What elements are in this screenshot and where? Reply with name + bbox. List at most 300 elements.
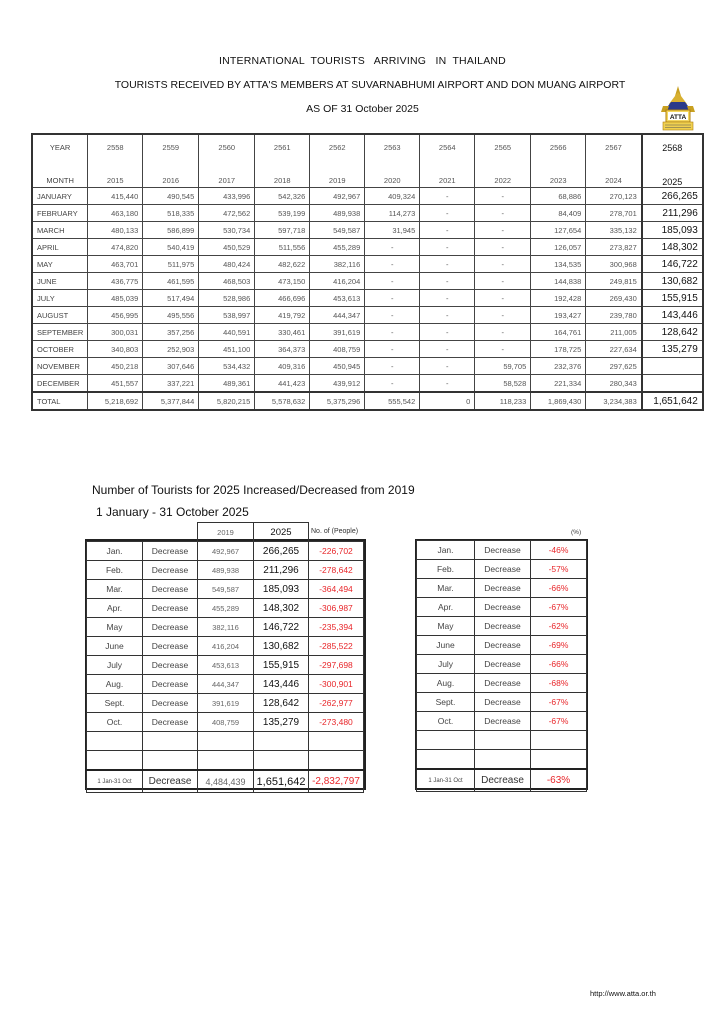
value-cell: 440,591	[199, 324, 255, 341]
trend-cell: Decrease	[143, 542, 198, 561]
trend-cell: Decrease	[475, 579, 531, 598]
month-cell: Apr.	[417, 598, 475, 617]
value-cell: 468,503	[199, 273, 255, 290]
total-value-cell: 5,820,215	[199, 392, 255, 410]
value-cell: 127,654	[531, 222, 586, 239]
year-ce: 2016	[162, 176, 180, 185]
total-value-cell: 5,377,844	[143, 392, 199, 410]
table-row	[32, 222, 703, 239]
trend-cell: Decrease	[143, 675, 198, 694]
percent-row	[417, 541, 587, 560]
year-ce: 2020	[383, 176, 401, 185]
value-cell: 453,613	[310, 290, 365, 307]
table-row	[32, 256, 703, 273]
total-value-cell: 5,375,296	[310, 392, 365, 410]
trend-cell: Decrease	[143, 580, 198, 599]
trend-cell: Decrease	[143, 656, 198, 675]
value-2025-cell: 148,302	[254, 599, 309, 618]
percent-cell: -62%	[531, 617, 587, 636]
value-cell: -	[420, 239, 475, 256]
year-be: 2562	[328, 143, 346, 152]
value-cell: 148,302	[642, 239, 703, 256]
month-cell: May	[417, 617, 475, 636]
value-cell: 357,256	[143, 324, 199, 341]
value-cell: 335,132	[586, 222, 642, 239]
value-cell: 474,820	[88, 239, 143, 256]
value-cell: 419,792	[255, 307, 310, 324]
year-be: 2567	[605, 143, 622, 152]
value-cell: 538,997	[199, 307, 255, 324]
svg-text:ATTA: ATTA	[669, 114, 687, 121]
report-date: AS OF 31 October 2025	[306, 103, 419, 115]
year-ce: 2023	[549, 176, 567, 185]
table-row	[32, 188, 703, 205]
value-cell: 463,180	[88, 205, 143, 222]
comparison-total-row	[87, 770, 364, 793]
value-2025-cell: 143,446	[254, 675, 309, 694]
trend-cell: Decrease	[143, 561, 198, 580]
total-label: TOTAL	[32, 392, 88, 410]
month-cell: June	[417, 636, 475, 655]
value-2025-cell	[254, 751, 309, 771]
monthly-arrivals-table	[31, 133, 704, 411]
trend-cell: Decrease	[143, 770, 198, 793]
col-2019-header: 2019	[198, 523, 254, 542]
difference-cell	[309, 732, 364, 751]
month-cell: Apr.	[87, 599, 143, 618]
value-2019-cell	[198, 732, 254, 751]
percent-cell: -46%	[531, 541, 587, 560]
year-ce: 2024	[605, 176, 622, 185]
year-header-cell	[642, 134, 703, 188]
total-value-cell: 5,578,632	[255, 392, 310, 410]
table-row	[32, 205, 703, 222]
value-cell: -	[365, 290, 420, 307]
value-cell: 278,701	[586, 205, 642, 222]
value-cell: 490,545	[143, 188, 199, 205]
month-cell	[87, 751, 143, 771]
month-cell	[87, 732, 143, 751]
comparison-row	[87, 637, 364, 656]
value-cell: 482,622	[255, 256, 310, 273]
comparison-row	[87, 618, 364, 637]
value-cell: 211,296	[642, 205, 703, 222]
year-be: 2559	[162, 143, 180, 152]
value-cell: 143,446	[642, 307, 703, 324]
value-cell: 84,409	[531, 205, 586, 222]
value-cell: 128,642	[642, 324, 703, 341]
year-ce: 2019	[328, 176, 346, 185]
month-cell	[417, 731, 475, 750]
atta-logo	[653, 84, 703, 134]
table-row	[32, 239, 703, 256]
value-cell: -	[475, 273, 531, 290]
table-row	[32, 324, 703, 341]
trend-cell: Decrease	[475, 541, 531, 560]
value-cell: 480,133	[88, 222, 143, 239]
month-cell: July	[87, 656, 143, 675]
corner-header	[32, 134, 88, 188]
difference-cell: -235,394	[309, 618, 364, 637]
value-cell: 408,759	[310, 341, 365, 358]
value-cell: 450,945	[310, 358, 365, 375]
month-cell: Oct.	[417, 712, 475, 731]
value-cell: 597,718	[255, 222, 310, 239]
year-header-cell	[531, 134, 586, 188]
value-cell: -	[365, 324, 420, 341]
percent-row	[417, 560, 587, 579]
value-cell: -	[420, 341, 475, 358]
value-2019-cell: 453,613	[198, 656, 254, 675]
year-ce: 2022	[494, 176, 512, 185]
percent-row	[417, 674, 587, 693]
percent-cell: -68%	[531, 674, 587, 693]
value-cell: 517,494	[143, 290, 199, 307]
month-cell: Jan.	[87, 542, 143, 561]
difference-cell: -226,702	[309, 542, 364, 561]
year-ce: 2025	[662, 177, 683, 187]
trend-cell: Decrease	[475, 617, 531, 636]
month-cell: May	[87, 618, 143, 637]
year-header-cell	[88, 134, 143, 188]
month-cell	[417, 750, 475, 770]
value-cell: 466,696	[255, 290, 310, 307]
year-header-row	[32, 134, 703, 188]
trend-cell: Decrease	[475, 636, 531, 655]
value-cell: 144,838	[531, 273, 586, 290]
comparison-row	[87, 751, 364, 771]
value-cell: 539,199	[255, 205, 310, 222]
trend-cell: Decrease	[143, 694, 198, 713]
value-cell: 330,461	[255, 324, 310, 341]
percent-cell: -66%	[531, 579, 587, 598]
month-cell: July	[417, 655, 475, 674]
year-be: 2558	[106, 143, 124, 152]
trend-cell: Decrease	[475, 598, 531, 617]
month-label: SEPTEMBER	[32, 324, 88, 341]
value-cell: -	[420, 205, 475, 222]
value-2025-cell: 135,279	[254, 713, 309, 732]
trend-cell: Decrease	[143, 637, 198, 656]
difference-cell: -300,901	[309, 675, 364, 694]
trend-cell: Decrease	[475, 769, 531, 792]
value-2019-cell: 549,587	[198, 580, 254, 599]
value-cell: -	[475, 290, 531, 307]
value-cell: -	[475, 341, 531, 358]
value-cell: 433,996	[199, 188, 255, 205]
trend-cell	[143, 751, 198, 771]
value-cell: 489,938	[310, 205, 365, 222]
value-2019-cell: 382,116	[198, 618, 254, 637]
percent-row	[417, 731, 587, 750]
year-be: 2566	[549, 143, 567, 152]
year-be: 2561	[273, 143, 291, 152]
value-cell: -	[420, 290, 475, 307]
value-cell: 126,057	[531, 239, 586, 256]
value-cell: 409,316	[255, 358, 310, 375]
month-label: JANUARY	[32, 188, 88, 205]
month-label: APRIL	[32, 239, 88, 256]
difference-cell: -285,522	[309, 637, 364, 656]
value-cell: 59,705	[475, 358, 531, 375]
trend-cell: Decrease	[475, 560, 531, 579]
value-cell: -	[420, 222, 475, 239]
value-cell: 511,975	[143, 256, 199, 273]
comparison-row	[87, 656, 364, 675]
percent-cell	[531, 731, 587, 750]
month-label: MAY	[32, 256, 88, 273]
trend-cell: Decrease	[475, 674, 531, 693]
value-2019-cell: 455,289	[198, 599, 254, 618]
value-cell: 178,725	[531, 341, 586, 358]
value-cell: 530,734	[199, 222, 255, 239]
value-cell: -	[420, 188, 475, 205]
trend-cell: Decrease	[475, 712, 531, 731]
comparison-row	[87, 732, 364, 751]
table-row	[32, 273, 703, 290]
year-header-cell	[199, 134, 255, 188]
value-2019-cell: 489,938	[198, 561, 254, 580]
percent-unit-label: (%)	[571, 529, 582, 536]
value-cell: -	[420, 358, 475, 375]
month-cell: Sept.	[87, 694, 143, 713]
month-cell: Sept.	[417, 693, 475, 712]
footer-url[interactable]: http://www.atta.or.th	[590, 989, 656, 998]
value-cell: 492,967	[310, 188, 365, 205]
year-be: 2564	[438, 143, 456, 152]
value-cell: 495,556	[143, 307, 199, 324]
percent-row	[417, 655, 587, 674]
table-row	[32, 358, 703, 375]
month-label: JUNE	[32, 273, 88, 290]
value-cell: 450,218	[88, 358, 143, 375]
year-ce: 2018	[273, 176, 291, 185]
table-row	[32, 290, 703, 307]
period-label: 1 Jan-31 Oct	[87, 770, 143, 793]
value-cell: 337,221	[143, 375, 199, 393]
value-cell	[642, 358, 703, 375]
year-header-cell	[143, 134, 199, 188]
value-cell: 193,427	[531, 307, 586, 324]
year-header-cell	[475, 134, 531, 188]
total-value-cell: 1,869,430	[531, 392, 586, 410]
percent-cell: -67%	[531, 598, 587, 617]
value-cell: 472,562	[199, 205, 255, 222]
trend-cell: Decrease	[143, 713, 198, 732]
value-cell: -	[365, 307, 420, 324]
difference-cell: -306,987	[309, 599, 364, 618]
value-cell: -	[475, 205, 531, 222]
year-header-cell	[365, 134, 420, 188]
table-row	[32, 341, 703, 358]
value-cell: 300,968	[586, 256, 642, 273]
percent-row	[417, 598, 587, 617]
percent-row	[417, 750, 587, 770]
value-cell: 269,430	[586, 290, 642, 307]
year-ce: 2017	[218, 176, 236, 185]
value-cell: 300,031	[88, 324, 143, 341]
value-2019-cell: 444,347	[198, 675, 254, 694]
value-cell: -	[420, 273, 475, 290]
percent-cell: -67%	[531, 712, 587, 731]
month-label: OCTOBER	[32, 341, 88, 358]
value-cell: 58,528	[475, 375, 531, 393]
value-cell: 456,995	[88, 307, 143, 324]
value-cell: 391,619	[310, 324, 365, 341]
value-cell: 549,587	[310, 222, 365, 239]
value-2019-cell: 391,619	[198, 694, 254, 713]
year-be: 2565	[494, 143, 512, 152]
total-2025-cell: 1,651,642	[254, 770, 309, 793]
value-2025-cell: 155,915	[254, 656, 309, 675]
value-cell: -	[475, 307, 531, 324]
value-cell: -	[365, 341, 420, 358]
percent-row	[417, 693, 587, 712]
value-cell: 211,005	[586, 324, 642, 341]
value-cell: 416,204	[310, 273, 365, 290]
value-cell: 114,273	[365, 205, 420, 222]
difference-cell: -364,494	[309, 580, 364, 599]
year-be: 2568	[662, 143, 683, 153]
value-cell: -	[420, 307, 475, 324]
trend-cell: Decrease	[475, 655, 531, 674]
year-ce: 2015	[106, 176, 124, 185]
year-header-cell	[420, 134, 475, 188]
value-cell: 146,722	[642, 256, 703, 273]
value-cell: 473,150	[255, 273, 310, 290]
year-header-cell	[586, 134, 642, 188]
value-cell: 511,556	[255, 239, 310, 256]
value-cell: 463,701	[88, 256, 143, 273]
value-cell: -	[365, 256, 420, 273]
value-cell: 280,343	[586, 375, 642, 393]
value-cell: 273,827	[586, 239, 642, 256]
value-cell: 451,100	[199, 341, 255, 358]
total-2019-cell: 4,484,439	[198, 770, 254, 793]
value-cell: 542,326	[255, 188, 310, 205]
value-2019-cell: 492,967	[198, 542, 254, 561]
value-cell: 340,803	[88, 341, 143, 358]
month-label: NOVEMBER	[32, 358, 88, 375]
value-cell: -	[420, 375, 475, 393]
value-cell: 270,123	[586, 188, 642, 205]
period-label: 1 Jan-31 Oct	[417, 769, 475, 792]
difference-cell: -278,642	[309, 561, 364, 580]
comparison-row	[87, 675, 364, 694]
value-cell: 164,761	[531, 324, 586, 341]
value-cell: -	[365, 375, 420, 393]
percent-row	[417, 636, 587, 655]
month-cell: Feb.	[87, 561, 143, 580]
total-row	[32, 392, 703, 410]
percent-cell: -66%	[531, 655, 587, 674]
trend-cell	[475, 750, 531, 770]
value-cell	[642, 375, 703, 393]
percent-total-row	[417, 769, 587, 792]
month-label: MONTH	[46, 176, 74, 185]
value-cell: 134,535	[531, 256, 586, 273]
total-value-cell: 3,234,383	[586, 392, 642, 410]
report-title: INTERNATIONAL TOURISTS ARRIVING IN THAILAND	[219, 55, 506, 67]
month-cell: Feb.	[417, 560, 475, 579]
value-cell: 135,279	[642, 341, 703, 358]
value-cell: 451,557	[88, 375, 143, 393]
value-cell: 239,780	[586, 307, 642, 324]
value-cell: 444,347	[310, 307, 365, 324]
month-cell: June	[87, 637, 143, 656]
trend-cell: Decrease	[143, 618, 198, 637]
report-subtitle: TOURISTS RECEIVED BY ATTA'S MEMBERS AT SUVARNABHUMI AIRPORT AND DON MUANG AIRPORT	[114, 79, 626, 91]
comparison-period: 1 January - 31 October 2025	[96, 505, 249, 519]
value-cell: 130,682	[642, 273, 703, 290]
year-label: YEAR	[49, 143, 71, 152]
table-row	[32, 307, 703, 324]
month-label: DECEMBER	[32, 375, 88, 393]
comparison-row	[87, 580, 364, 599]
difference-cell	[309, 751, 364, 771]
total-value-cell: 118,233	[475, 392, 531, 410]
value-cell: -	[475, 222, 531, 239]
year-be: 2563	[383, 143, 401, 152]
trend-cell: Decrease	[143, 599, 198, 618]
value-cell: 534,432	[199, 358, 255, 375]
comparison-header-row	[87, 523, 364, 542]
value-cell: 540,419	[143, 239, 199, 256]
value-2025-cell	[254, 732, 309, 751]
total-value-cell: 1,651,642	[642, 392, 703, 410]
month-cell: Mar.	[417, 579, 475, 598]
comparison-row	[87, 694, 364, 713]
value-2025-cell: 185,093	[254, 580, 309, 599]
col-2025-header: 2025	[254, 523, 309, 542]
value-2019-cell: 416,204	[198, 637, 254, 656]
trend-cell	[143, 732, 198, 751]
value-cell: 528,986	[199, 290, 255, 307]
month-cell: Jan.	[417, 541, 475, 560]
comparison-title: Number of Tourists for 2025 Increased/Decreased from 2019	[92, 483, 415, 497]
atta-logo-icon	[653, 84, 703, 134]
value-cell: 192,428	[531, 290, 586, 307]
value-cell: 441,423	[255, 375, 310, 393]
value-cell: 518,335	[143, 205, 199, 222]
value-cell: 439,912	[310, 375, 365, 393]
month-cell: Mar.	[87, 580, 143, 599]
comparison-row	[87, 713, 364, 732]
value-cell: 461,595	[143, 273, 199, 290]
total-percent-cell: -63%	[531, 769, 587, 792]
value-cell: 455,289	[310, 239, 365, 256]
value-cell: 31,945	[365, 222, 420, 239]
value-cell: -	[365, 273, 420, 290]
value-2025-cell: 211,296	[254, 561, 309, 580]
value-cell: -	[365, 239, 420, 256]
comparison-row	[87, 542, 364, 561]
total-value-cell: 555,542	[365, 392, 420, 410]
comparison-row	[87, 561, 364, 580]
col-diff-header: No. of (People)	[309, 523, 364, 542]
value-cell: 185,093	[642, 222, 703, 239]
total-value-cell: 5,218,692	[88, 392, 143, 410]
value-cell: 266,265	[642, 188, 703, 205]
percent-row	[417, 579, 587, 598]
value-cell: 227,634	[586, 341, 642, 358]
value-2025-cell: 146,722	[254, 618, 309, 637]
percent-change-table	[416, 540, 587, 792]
percent-cell: -57%	[531, 560, 587, 579]
percent-row	[417, 712, 587, 731]
value-cell: 249,815	[586, 273, 642, 290]
trend-cell: Decrease	[475, 693, 531, 712]
